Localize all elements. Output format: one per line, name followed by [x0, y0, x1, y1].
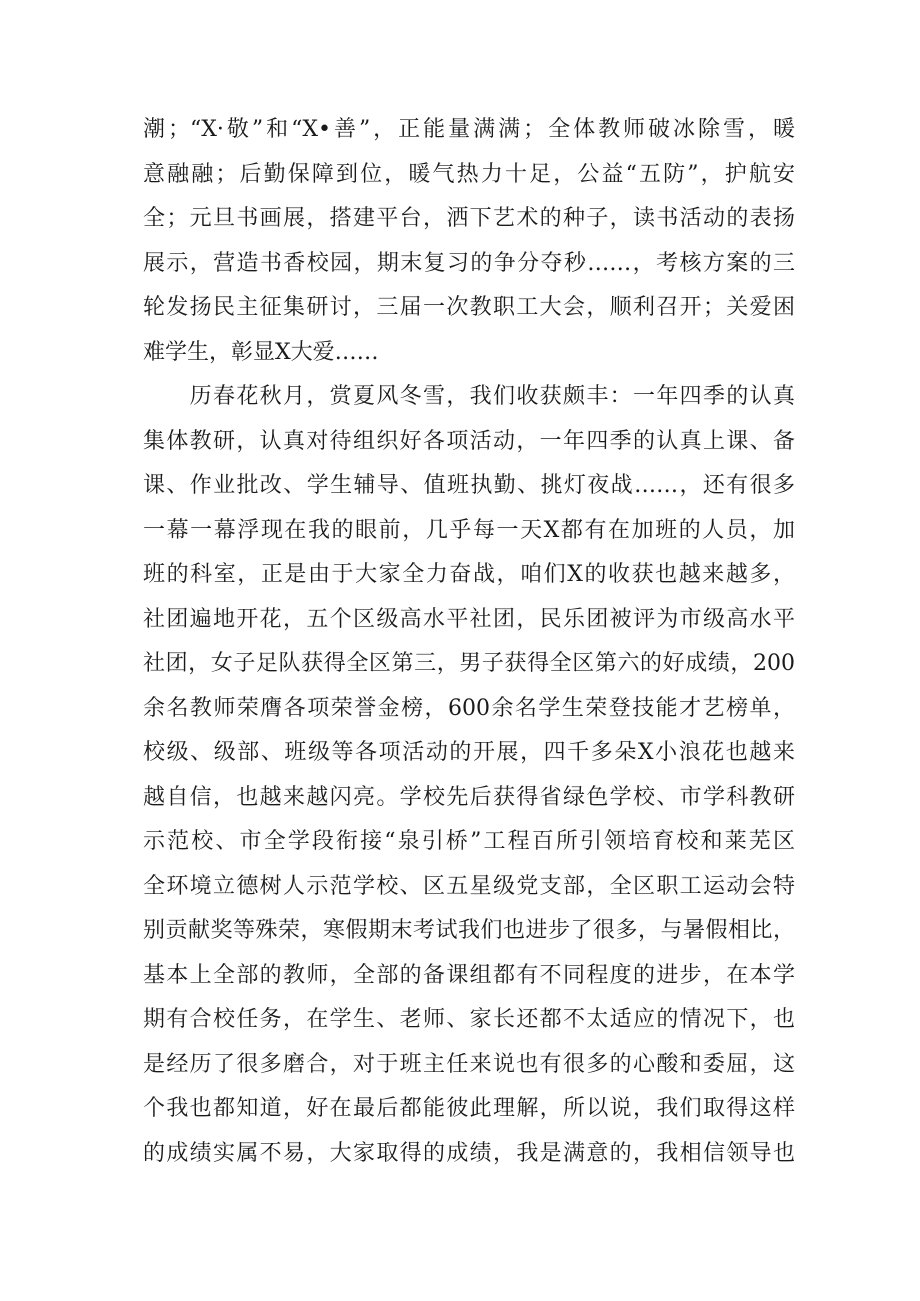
- text-line: 越自信，也越来越闪亮。学校先后获得省绿色学校、市学科教研: [143, 784, 795, 810]
- body-text: [143, 108, 795, 1176]
- text-line: 历春花秋月，赏夏风冬雪，我们收获颇丰：一年四季的认真: [143, 384, 795, 409]
- text-line: 社团，女子足队获得全区第三，男子获得全区第六的好成绩，200: [143, 651, 795, 676]
- text-line: 是经历了很多磨合，对于班主任来说也有很多的心酸和委屈，这: [143, 1051, 795, 1077]
- text-line: 基本上全部的教师，全部的备课组都有不同程度的进步，在本学: [143, 962, 795, 988]
- paragraph-2: [143, 375, 795, 1176]
- text-line: 潮；“X·敬”和“X•善”，正能量满满；全体教师破冰除雪，暖: [143, 117, 795, 142]
- text-line: 别贡献奖等殊荣，寒假期末考试我们也进步了很多，与暑假相比，: [143, 918, 795, 943]
- text-line: 社团遍地开花，五个区级高水平社团，民乐团被评为市级高水平: [143, 606, 795, 632]
- text-line: 集体教研，认真对待组织好各项活动，一年四季的认真上课、备: [143, 428, 795, 454]
- text-line: 轮发扬民主征集研讨，三届一次教职工大会，顺利召开；关爱困: [143, 295, 795, 320]
- text-line: 全；元旦书画展，搭建平台，洒下艺术的种子，读书活动的表扬: [143, 206, 795, 231]
- text-line: 班的科室，正是由于大家全力奋战，咱们X的收获也越来越多，: [143, 562, 795, 587]
- text-line: 校级、级部、班级等各项活动的开展，四千多朵X小浪花也越来: [143, 740, 795, 765]
- text-line: 课、作业批改、学生辅导、值班执勤、挑灯夜战……，还有很多: [143, 473, 795, 498]
- paragraph-1: [143, 108, 795, 375]
- text-line: 难学生，彰显X大爱……: [143, 339, 379, 365]
- text-line: 个我也都知道，好在最后都能彼此理解，所以说，我们取得这样: [143, 1096, 795, 1121]
- text-line: 意融融；后勤保障到位，暖气热力十足，公益“五防”，护航安: [143, 161, 795, 187]
- text-line: 示范校、市全学段衔接“泉引桥”工程百所引领培育校和莱芜区: [143, 829, 795, 854]
- text-line: 展示，营造书香校园，期末复习的争分夺秒……，考核方案的三: [143, 250, 795, 276]
- text-line: 一幕一幕浮现在我的眼前，几乎每一天X都有在加班的人员，加: [143, 517, 795, 543]
- text-line: 的成绩实属不易，大家取得的成绩，我是满意的，我相信领导也: [143, 1140, 795, 1166]
- text-line: 余名教师荣膺各项荣誉金榜，600余名学生荣登技能才艺榜单，: [143, 695, 795, 721]
- text-line: 全环境立德树人示范学校、区五星级党支部，全区职工运动会特: [143, 873, 795, 899]
- text-line: 期有合校任务，在学生、老师、家长还都不太适应的情况下，也: [143, 1007, 795, 1032]
